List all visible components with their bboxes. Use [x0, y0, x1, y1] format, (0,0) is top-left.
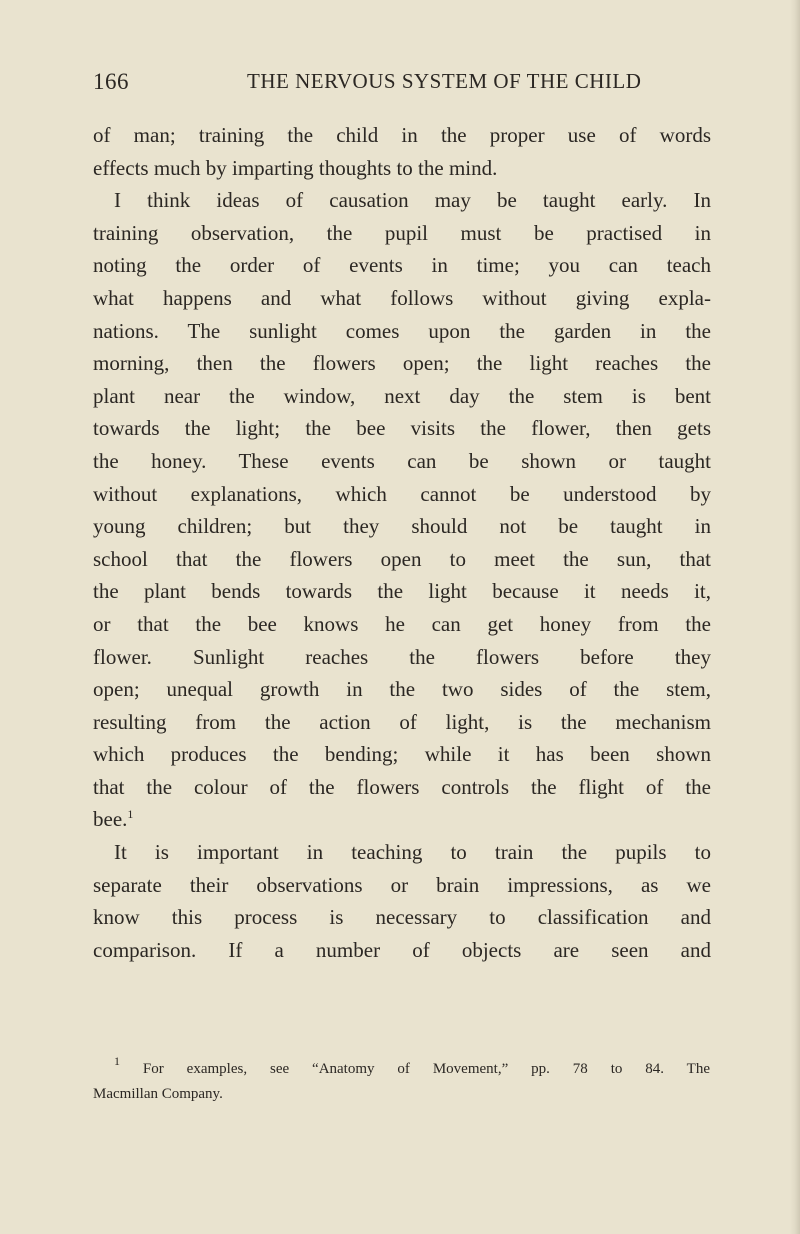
text-line: the honey. These events can be shown or taught	[93, 448, 711, 473]
text-line: training observation, the pupil must be practised in	[93, 220, 711, 245]
text-line: comparison. If a number of objects are seen and	[93, 937, 711, 962]
footnote-line	[93, 1054, 711, 1082]
page-number: 166	[93, 69, 129, 94]
text-line: school that the flowers open to meet the sun, that	[93, 546, 711, 571]
body-text	[93, 119, 711, 966]
page-header	[93, 69, 713, 99]
footnote-text: For examples, see “Anatomy of Movement,” pp. 78 to 84. The	[142, 1061, 711, 1077]
text-line: resulting from the action of light, is the mechanism	[93, 709, 711, 734]
text-line: or that the bee knows he can get honey from the	[93, 611, 711, 636]
running-title: THE NERVOUS SYSTEM OF THE CHILD	[247, 69, 642, 93]
text-line: towards the light; the bee visits the flower, then gets	[93, 416, 711, 441]
text-line: what happens and what follows without giving expla-	[93, 285, 711, 310]
text-line: know this process is necessary to classification and	[93, 905, 711, 930]
text-line: separate their observations or brain impressions, as we	[93, 872, 711, 897]
text-line: flower. Sunlight reaches the flowers before they	[93, 644, 711, 669]
text-line: nations. The sunlight comes upon the garden in the	[93, 318, 711, 343]
page-edge-shadow	[790, 0, 800, 1234]
text-line: bee.	[93, 807, 128, 832]
text-line: without explanations, which cannot be understood by	[93, 481, 711, 506]
footnote-marker: 1	[114, 1054, 120, 1068]
footnote-line: Macmillan Company.	[93, 1086, 223, 1102]
text-line: effects much by imparting thoughts to the mind.	[93, 155, 498, 180]
text-line: plant near the window, next day the stem is bent	[93, 383, 711, 408]
text-line: open; unequal growth in the two sides of the stem,	[93, 677, 711, 702]
text-line: noting the order of events in time; you can teach	[93, 253, 711, 278]
text-line: of man; training the child in the proper use of words	[93, 123, 711, 147]
text-line: I think ideas of causation may be taught early. In	[114, 188, 711, 213]
text-line: that the colour of the flowers controls the flight of the	[93, 774, 711, 799]
text-line: the plant bends towards the light because it needs it,	[93, 579, 711, 604]
text-line: young children; but they should not be taught in	[93, 514, 711, 539]
footnote	[93, 1054, 711, 1107]
text-line-with-footnote-ref	[93, 803, 711, 836]
text-line: morning, then the flowers open; the light reaches the	[93, 351, 711, 376]
footnote-reference: 1	[127, 807, 134, 822]
text-line: It is important in teaching to train the pupils to	[114, 840, 711, 865]
text-line: which produces the bending; while it has been shown	[93, 742, 711, 767]
